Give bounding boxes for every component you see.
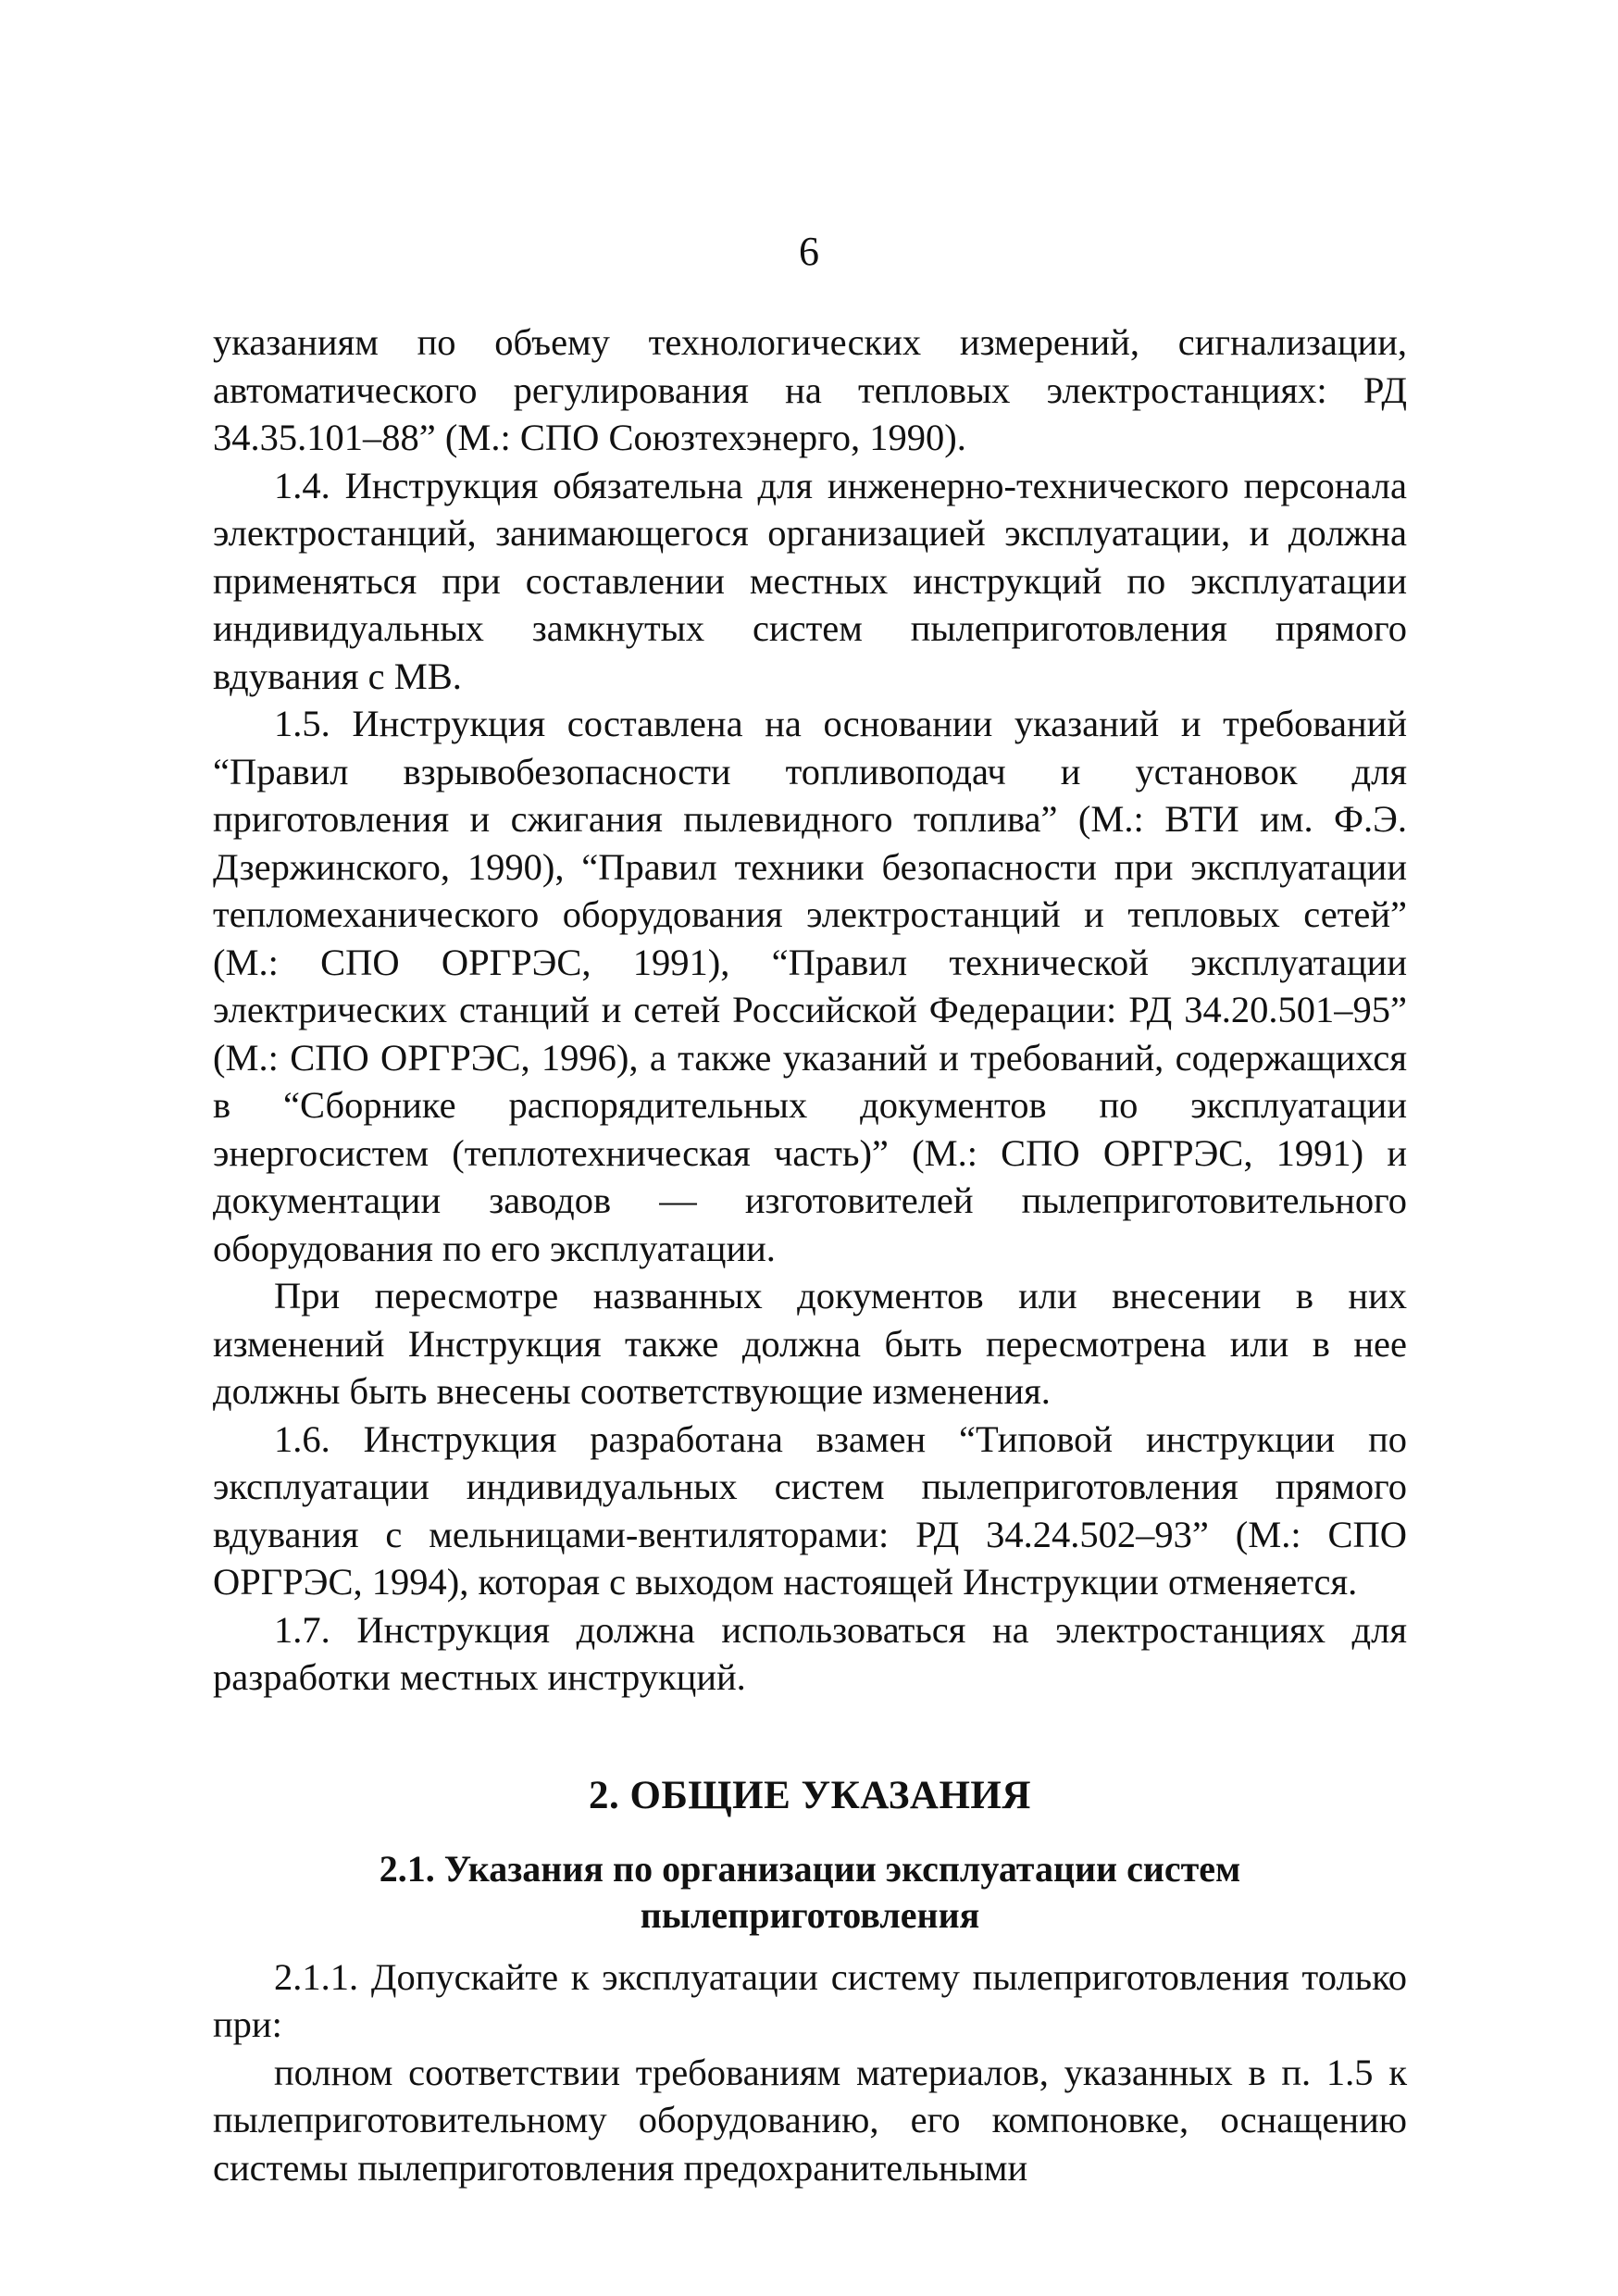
paragraph-continuation: указаниям по объему технологических измерений, сигнализации, автоматического регулирования на тепловых электростанциях: РД 34.35.101–88” (М.: СПО Союзтехэнерго, 1990).: [213, 321, 1407, 458]
paragraph-revision-note: При пересмотре названных документов или внесении в них изменений Инструкция также должна быть пересмотрена или в нее должны быть внесены соответствующие изменения.: [213, 1275, 1407, 1412]
subsection-heading: 2.1. Указания по организации эксплуатации систем пылеприготовления: [379, 1847, 1241, 1936]
paragraph-list-item: полном соответствии требованиям материалов, указанных в п. 1.5 к пылеприготовительному оборудованию, его компоновке, оснащению системы пылеприготовления предохранительными: [213, 2051, 1407, 2189]
paragraph-2-1-1: 2.1.1. Допускайте к эксплуатации систему пылеприготовления только при:: [213, 1955, 1407, 2045]
paragraph-1-5: 1.5. Инструкция составлена на основании указаний и требований “Правил взрывобезопасности топливоподач и установок для приготовления и сжигания пылевидного топлива” (М.: ВТИ им. Ф.Э. Дзержинского, 1990), “Правил техники безопасности при эксплуатации тепломеханического оборудования электростанций и тепловых сетей” (М.: СПО ОРГРЭС, 1991), “Правил технической эксплуатации электрических станций и сетей Российской Федерации: РД 34.20.501–95” (М.: СПО ОРГРЭС, 1996), а также указаний и требований, содержащихся в “Сборнике распорядительных документов по эксплуатации энергосистем (теплотехническая часть)” (М.: СПО ОРГРЭС, 1991) и документации заводов — изготовителей пылеприготовительного оборудования по его эксплуатации.: [213, 703, 1407, 1269]
document-body: [213, 318, 1407, 2191]
paragraph-1-6: 1.6. Инструкция разработана взамен “Типовой инструкции по эксплуатации индивидуальных систем пылеприготовления прямого вдувания с мельницами-вентиляторами: РД 34.24.502–93” (М.: СПО ОРГРЭС, 1994), которая с выходом настоящей Инструкции отменяется.: [213, 1417, 1407, 1603]
section-heading: 2. ОБЩИЕ УКАЗАНИЯ: [589, 1773, 1031, 1817]
page-number: 6: [799, 229, 819, 274]
paragraph-1-7: 1.7. Инструкция должна использоваться на электростанциях для разработки местных инструкций.: [213, 1608, 1407, 1698]
paragraph-1-4: 1.4. Инструкция обязательна для инженерно-технического персонала электростанций, занимающегося организацией эксплуатации, и должна применяться при составлении местных инструкций по эксплуатации индивидуальных замкнутых систем пылеприготовления прямого вдувания с МВ.: [213, 464, 1407, 697]
